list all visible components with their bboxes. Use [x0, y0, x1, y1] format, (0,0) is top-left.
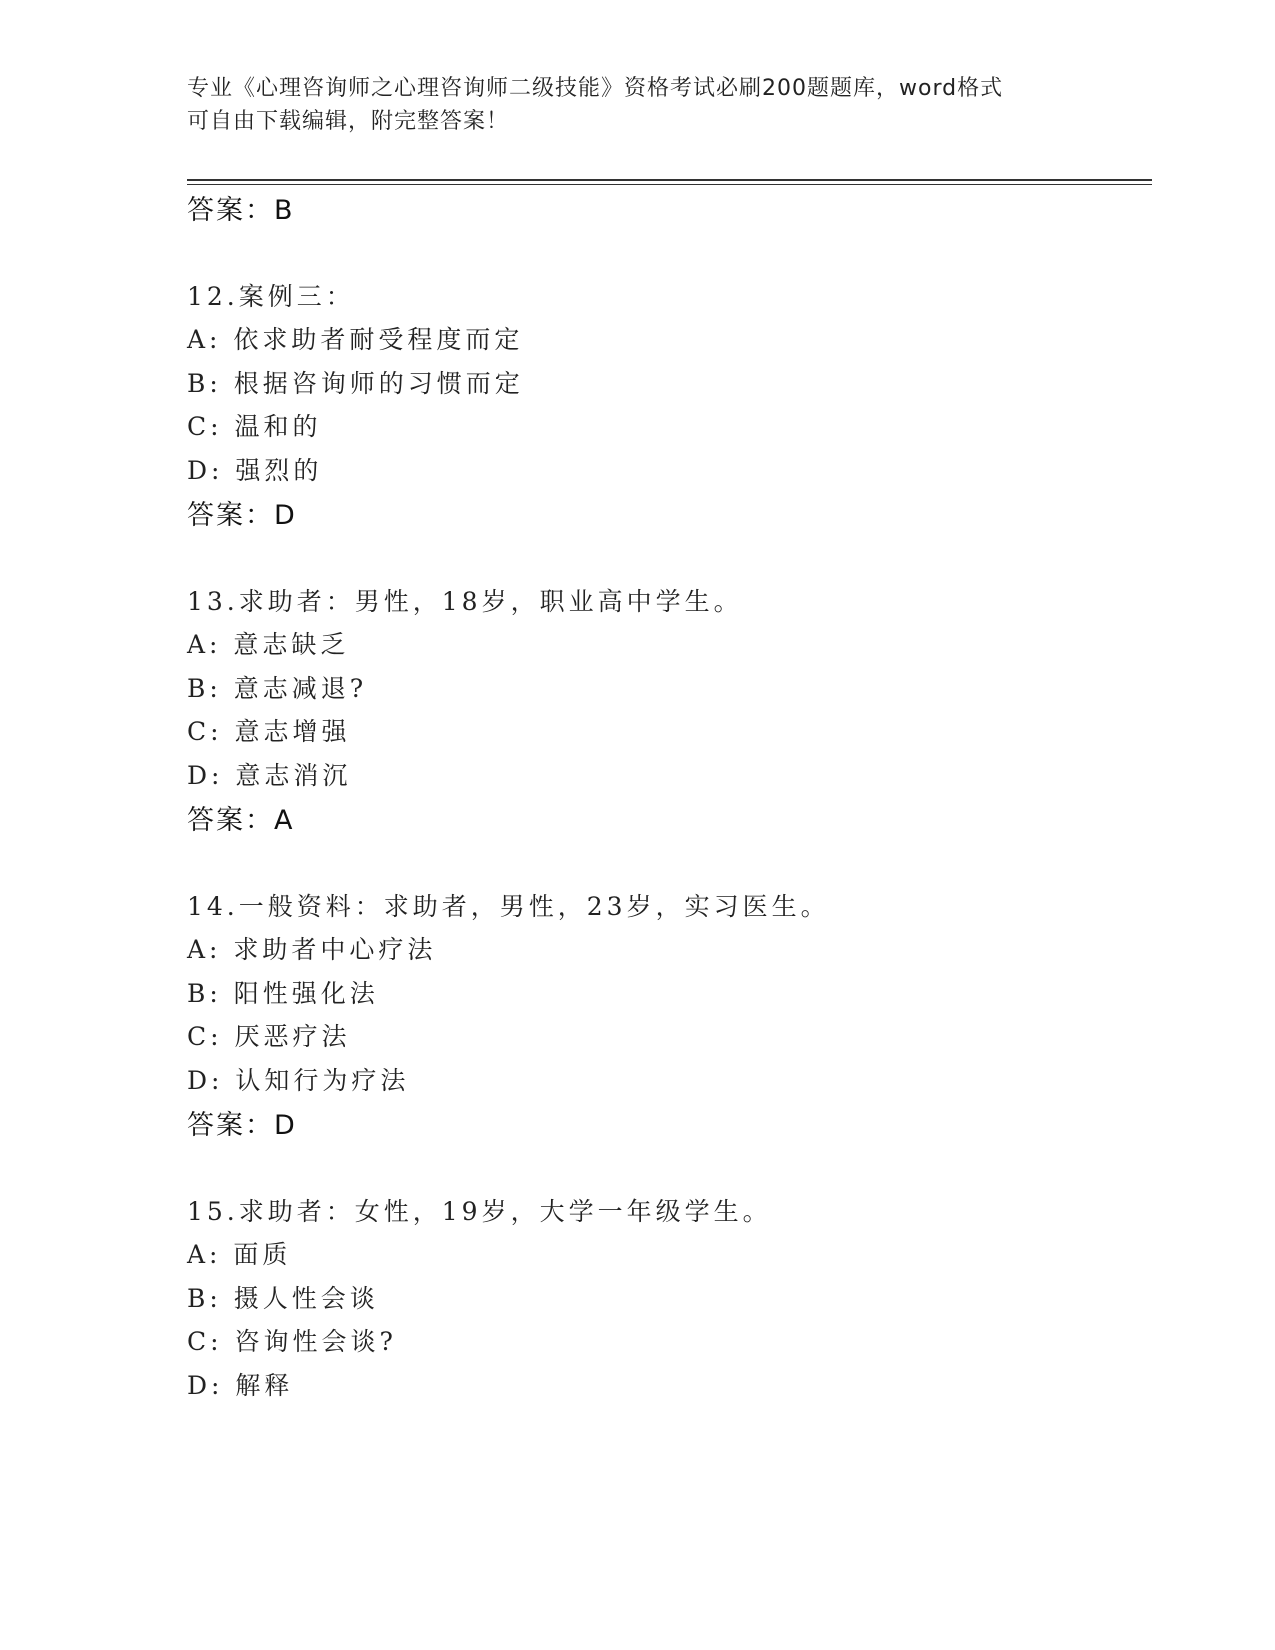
question-13-stem: 13.求助者：男性，18岁，职业高中学生。 [187, 587, 743, 616]
question-12-option-b: B: 根据咨询师的习惯而定 [187, 369, 524, 398]
question-14-answer: 答案：D [187, 1110, 297, 1141]
question-13-answer: 答案：A [187, 805, 295, 836]
answer-11: 答案：B [187, 195, 295, 226]
question-12-option-d: D: 强烈的 [187, 456, 323, 485]
question-12-option-c: C: 温和的 [187, 412, 322, 441]
question-12-stem: 12.案例三： [187, 282, 355, 311]
question-12-answer: 答案：D [187, 500, 297, 531]
question-14-option-b: B: 阳性强化法 [187, 979, 379, 1008]
question-14-option-d: D: 认知行为疗法 [187, 1066, 410, 1095]
question-15-option-b: B: 摄人性会谈 [187, 1284, 379, 1313]
header-line-1: 专业《心理咨询师之心理咨询师二级技能》资格考试必刷200题题库，word格式 [187, 76, 1004, 101]
question-15-stem: 15.求助者：女性，19岁，大学一年级学生。 [187, 1197, 772, 1226]
document-header [187, 72, 1067, 138]
question-14-option-a: A: 求助者中心疗法 [187, 935, 437, 964]
question-13-option-d: D: 意志消沉 [187, 761, 352, 790]
question-14-stem: 14.一般资料：求助者，男性，23岁，实习医生。 [187, 892, 830, 921]
question-14-option-c: C: 厌恶疗法 [187, 1022, 351, 1051]
question-13-option-a: A: 意志缺乏 [187, 630, 350, 659]
question-13-option-b: B: 意志减退? [187, 674, 368, 703]
question-15-option-a: A: 面质 [187, 1240, 292, 1269]
question-13-option-c: C: 意志增强 [187, 717, 351, 746]
question-12-option-a: A: 依求助者耐受程度而定 [187, 325, 524, 354]
header-line-2: 可自由下载编辑，附完整答案！ [187, 109, 510, 134]
header-divider [187, 179, 1152, 181]
question-15-option-c: C: 咨询性会谈? [187, 1327, 397, 1356]
header-divider-thin [187, 184, 1152, 185]
question-15-option-d: D: 解释 [187, 1371, 294, 1400]
